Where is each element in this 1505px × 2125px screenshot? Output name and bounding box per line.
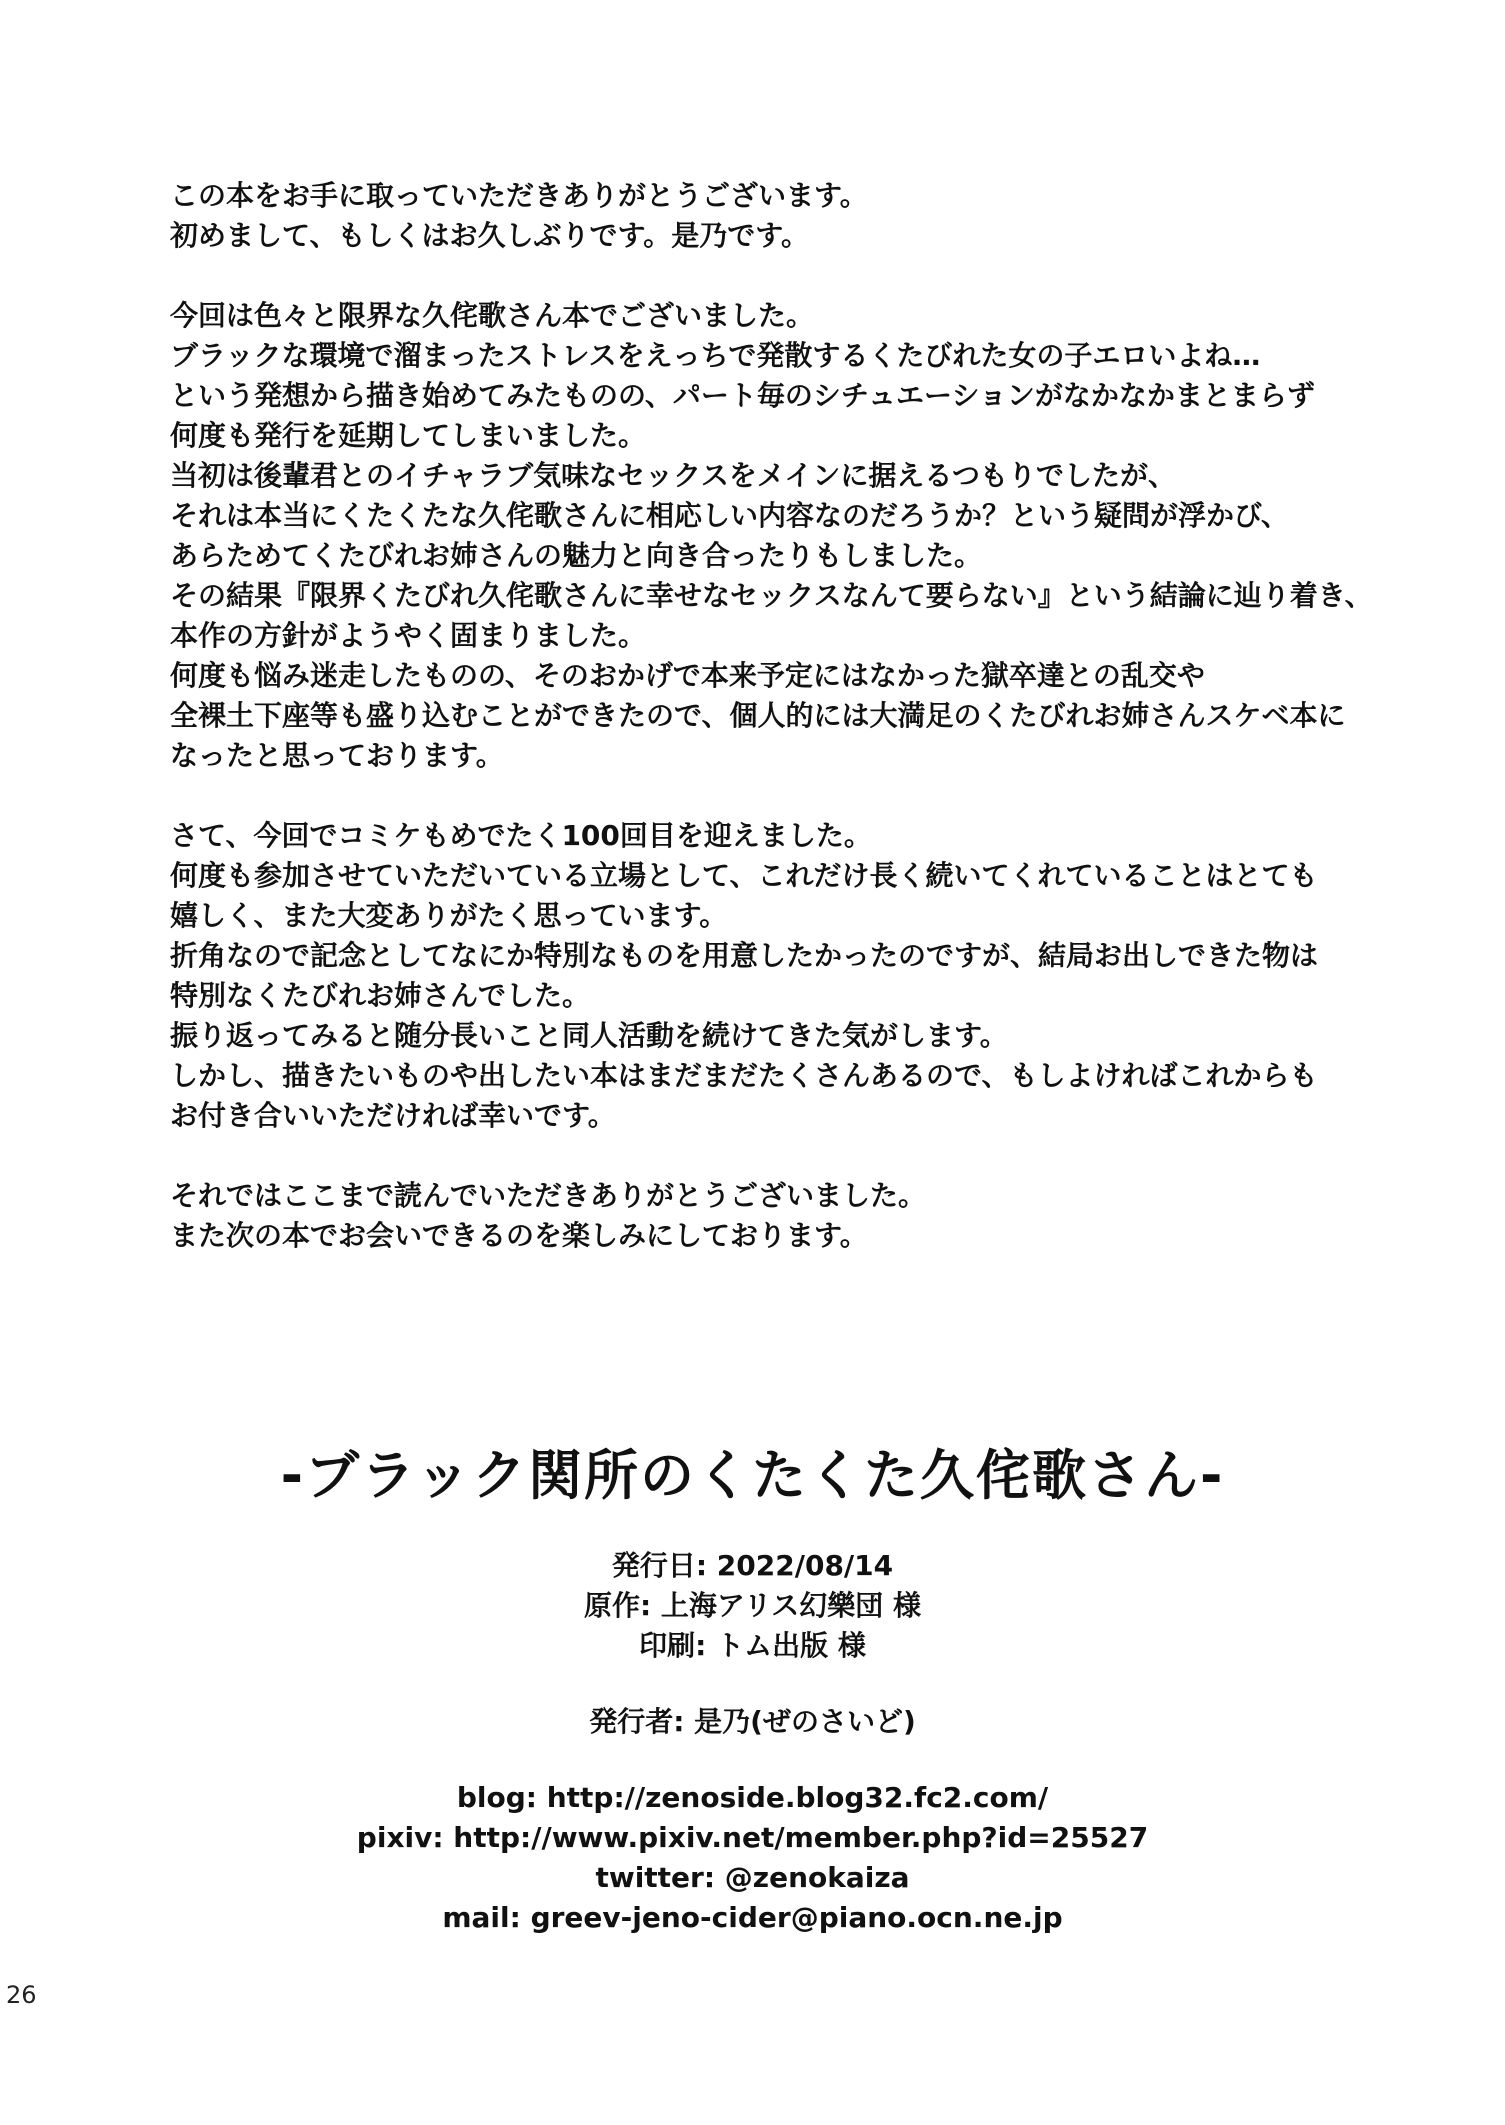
afterword-paragraph-4 — [170, 1176, 1400, 1256]
text-line: 初めまして、もしくはお久しぶりです。是乃です。 — [170, 219, 809, 252]
page-number: 26 — [6, 1981, 37, 2009]
text-line: 当初は後輩君とのイチャラブ気味なセックスをメインに据えるつもりでしたが、 — [170, 459, 1177, 492]
afterword-paragraph-2 — [170, 296, 1400, 776]
text-line: 全裸土下座等も盛り込むことができたので、個人的には大満足のくたびれお姉さんスケベ本に — [170, 699, 1346, 732]
text-line: という発想から描き始めてみたものの、パート毎のシチュエーションがなかなかまとまらず — [170, 379, 1315, 412]
text-line: 何度も参加させていただいている立場として、これだけ長く続いてくれていることはとても — [170, 859, 1318, 892]
text-line: 折角なので記念としてなにか特別なものを用意したかったのですが、結局お出しできた物は — [170, 939, 1319, 972]
text-line: お付き合いいただければ幸いです。 — [170, 1099, 616, 1132]
publisher: 発行者: 是乃(ぜのさいど) — [589, 1705, 916, 1738]
text-line: また次の本でお会いできるのを楽しみにしております。 — [170, 1219, 868, 1252]
text-line: ブラックな環境で溜まったストレスをえっちで発散するくたびれた女の子エロいよね… — [170, 339, 1261, 372]
afterword-paragraph-3 — [170, 816, 1400, 1136]
mail-address: mail: greev-jeno-cider@piano.ocn.ne.jp — [442, 1901, 1063, 1934]
text-line: さて、今回でコミケもめでたく100回目を迎えました。 — [170, 819, 872, 852]
afterword-paragraph-1 — [170, 176, 1400, 256]
pixiv-link: pixiv: http://www.pixiv.net/member.php?id=25527 — [356, 1821, 1149, 1854]
text-line: この本をお手に取っていただきありがとうございます。 — [170, 179, 868, 212]
colophon — [0, 1440, 1505, 1938]
text-line: 特別なくたびれお姉さんでした。 — [170, 979, 591, 1012]
text-line: 本作の方針がようやく固まりました。 — [170, 619, 647, 652]
text-line: その結果『限界くたびれ久侘歌さんに幸せなセックスなんて要らない』という結論に辿り着き、 — [170, 579, 1373, 612]
original-work: 原作: 上海アリス幻樂団 様 — [583, 1589, 921, 1622]
text-line: 何度も発行を延期してしまいました。 — [170, 419, 647, 452]
text-line: 今回は色々と限界な久侘歌さん本でございました。 — [170, 299, 815, 332]
printer: 印刷: トム出版 様 — [639, 1629, 866, 1662]
twitter-handle: twitter: @zenokaiza — [595, 1861, 910, 1894]
book-title: -ブラック関所のくたくた久侘歌さん- — [280, 1444, 1225, 1507]
blog-link: blog: http://zenoside.blog32.fc2.com/ — [456, 1781, 1049, 1814]
text-line: 何度も悩み迷走したものの、そのおかげで本来予定にはなかった獄卒達との乱交や — [170, 659, 1205, 692]
text-line: なったと思っております。 — [170, 739, 504, 772]
text-line: 嬉しく、また大変ありがたく思っています。 — [170, 899, 728, 932]
afterword-text — [170, 176, 1400, 1256]
text-line: あらためてくたびれお姉さんの魅力と向き合ったりもしました。 — [170, 539, 983, 572]
text-line: それは本当にくたくたな久侘歌さんに相応しい内容なのだろうか？という疑問が浮かび、 — [170, 499, 1289, 532]
text-line: しかし、描きたいものや出したい本はまだまだたくさんあるので、もしよければこれからも — [170, 1059, 1318, 1092]
issue-date: 発行日: 2022/08/14 — [611, 1549, 894, 1582]
text-line: 振り返ってみると随分長いこと同人活動を続けてきた気がします。 — [170, 1019, 1008, 1052]
text-line: それではここまで読んでいただきありがとうございました。 — [170, 1179, 927, 1212]
